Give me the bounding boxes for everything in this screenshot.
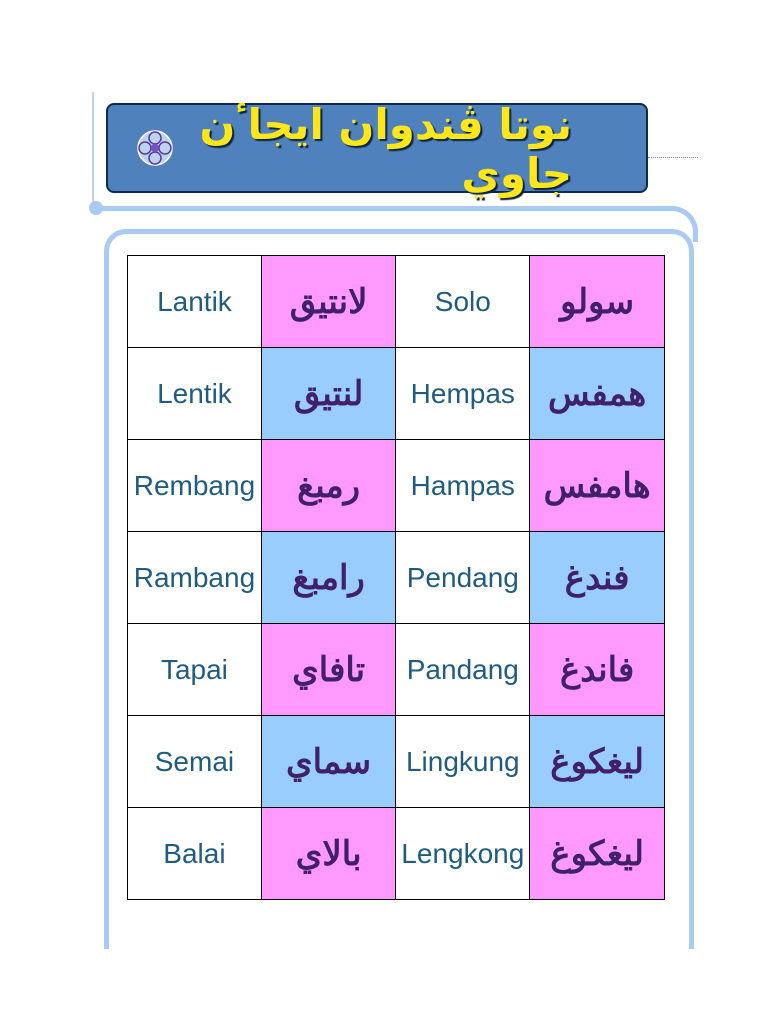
- dotted-divider: [648, 157, 698, 158]
- table-row: [128, 256, 665, 348]
- rumi-word-cell: Lentik: [128, 348, 262, 440]
- rumi-word-cell: Balai: [128, 808, 262, 900]
- jawi-word-cell: همفس: [530, 348, 665, 440]
- table-row: [128, 624, 665, 716]
- left-vertical-rule: [92, 92, 94, 210]
- rumi-word-cell: Rambang: [128, 532, 262, 624]
- vocabulary-table: [127, 255, 665, 900]
- rumi-word-cell: Lingkung: [396, 716, 530, 808]
- jawi-word-cell: سولو: [530, 256, 665, 348]
- table-row: [128, 532, 665, 624]
- rumi-word-cell: Pendang: [396, 532, 530, 624]
- jawi-word-cell: لنتيق: [261, 348, 395, 440]
- rumi-word-cell: Rembang: [128, 440, 262, 532]
- rumi-word-cell: Pandang: [396, 624, 530, 716]
- jawi-word-cell: سماي: [261, 716, 395, 808]
- jawi-word-cell: بالاي: [261, 808, 395, 900]
- table-row: [128, 440, 665, 532]
- rumi-word-cell: Tapai: [128, 624, 262, 716]
- flower-ornament-icon: [136, 129, 174, 167]
- jawi-word-cell: هامفس: [530, 440, 665, 532]
- rumi-word-cell: Solo: [396, 256, 530, 348]
- table-row: [128, 808, 665, 900]
- page-title: نوتا ڤندوان ايجاٴن جاوي: [199, 100, 572, 198]
- jawi-word-cell: فندغ: [530, 532, 665, 624]
- rumi-word-cell: Semai: [128, 716, 262, 808]
- jawi-word-cell: لانتيق: [261, 256, 395, 348]
- rumi-word-cell: Hempas: [396, 348, 530, 440]
- connector-bar: [96, 206, 676, 211]
- rumi-word-cell: Lantik: [128, 256, 262, 348]
- jawi-word-cell: رامبغ: [261, 532, 395, 624]
- title-banner: [106, 100, 648, 198]
- connector-dot: [89, 201, 103, 215]
- table-row: [128, 348, 665, 440]
- table-row: [128, 716, 665, 808]
- jawi-word-cell: ليغكوغ: [530, 716, 665, 808]
- vocabulary-table-body: [128, 256, 665, 900]
- jawi-word-cell: فاندغ: [530, 624, 665, 716]
- jawi-word-cell: رمبغ: [261, 440, 395, 532]
- jawi-word-cell: تافاي: [261, 624, 395, 716]
- rumi-word-cell: Lengkong: [396, 808, 530, 900]
- rumi-word-cell: Hampas: [396, 440, 530, 532]
- jawi-word-cell: ليغكوغ: [530, 808, 665, 900]
